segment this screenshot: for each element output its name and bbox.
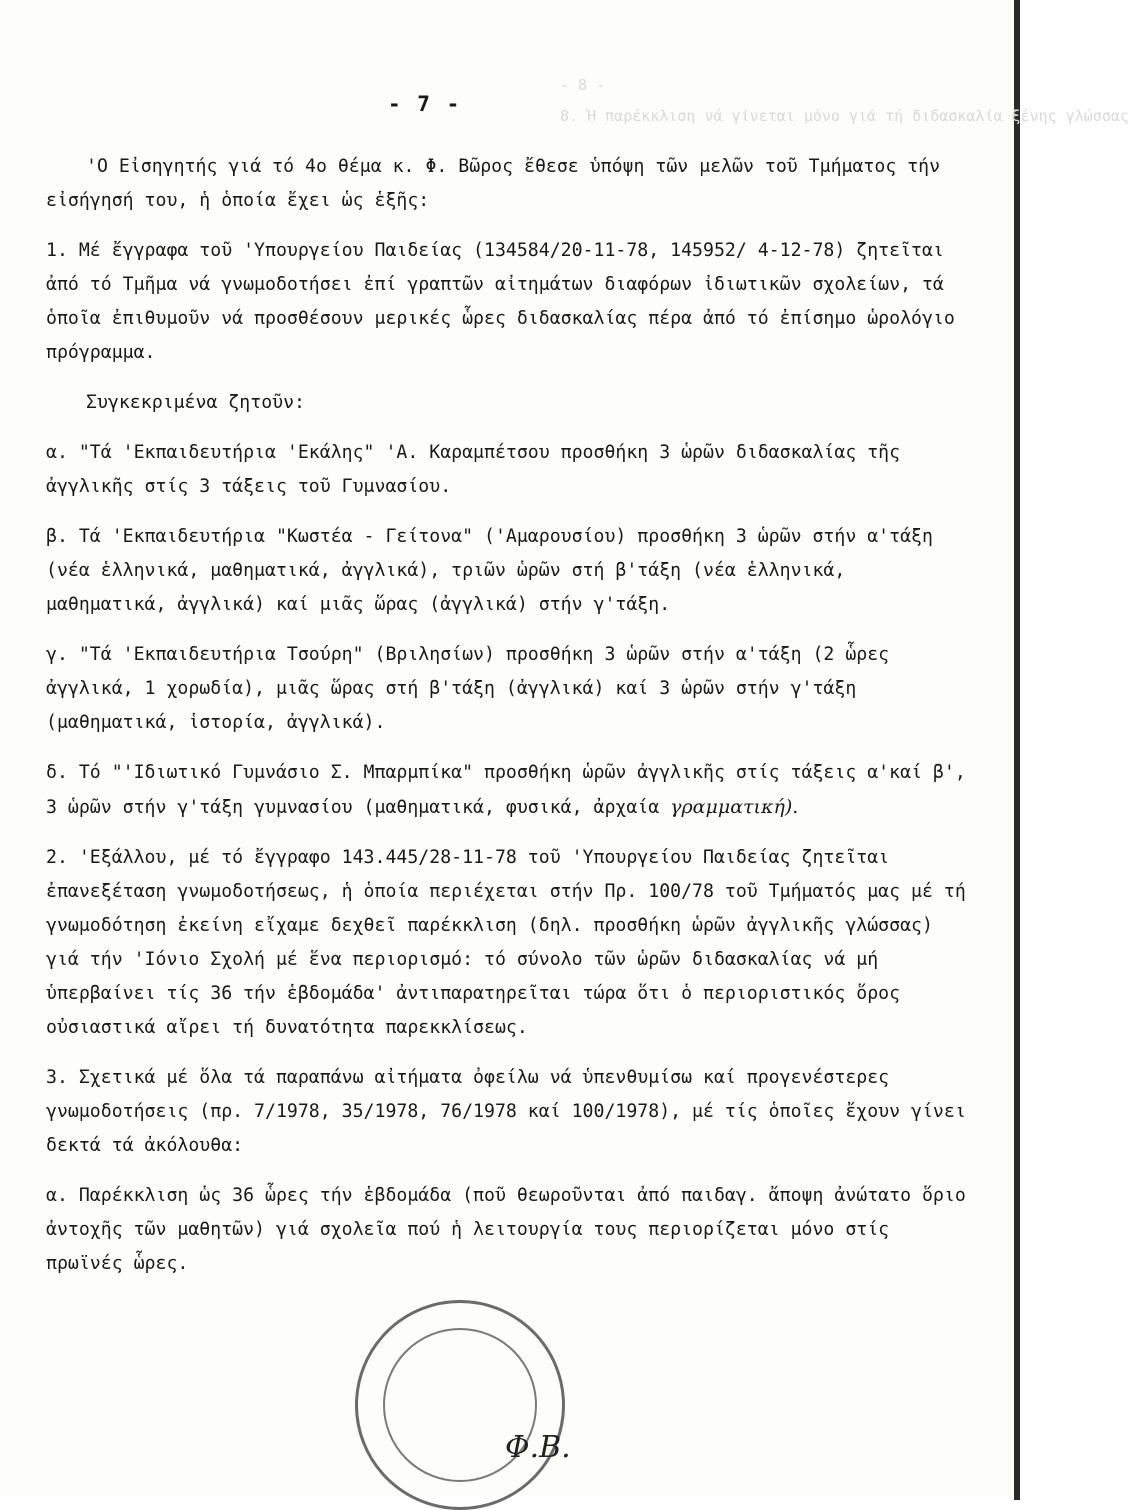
- paragraph-c: γ. "Τά 'Εκπαιδευτήρια Τσούρη" (Βριλησίων) προσθήκη 3 ὡρῶν στήν α'τάξη (2 ὧρες ἀγγλικά, 1 χορωδία), μιᾶς ὥρας στή β'τάξη (ἀγγλικά) καί 3 ὡρῶν στήν γ'τάξη (μαθηματικά, ἱστορία, ἀγγλικά).: [46, 644, 890, 733]
- paragraph-3: 3. Σχετικά μέ ὅλα τά παραπάνω αἰτήματα ὀφείλω νά ὑπενθυμίσω καί προγενέστερες γνωμοδοτήσεις (πρ. 7/1978, 35/1978, 76/1978 καί 100/1978), μέ τίς ὁποῖες ἔχουν γίνει δεκτά τά ἀκόλουθα:: [46, 1067, 966, 1156]
- paragraph-2: 2. 'Εξάλλου, μέ τό ἔγγραφο 143.445/28-11-78 τοῦ 'Υπουργείου Παιδείας ζητεῖται ἐπανεξέταση γνωμοδοτήσεως, ἡ ὁποία περιέχεται στήν Πρ. 100/78 τοῦ Τμήματός μας μέ τή γνωμοδότηση ἐκείνη εἴχαμε δεχθεῖ παρέκκλιση (δηλ. προσθήκη ὡρῶν ἀγγλικῆς γλώσσας) γιά τήν 'Ιόνιο Σχολή μέ ἕνα περιορισμό: τό σύνολο τῶν ὡρῶν διδασκαλίας νά μή ὑπερβαίνει τίς 36 τήν ἑβδομάδα' ἀντιπαρατηρεῖται τώρα ὅτι ὁ περιοριστικός ὅρος οὐσιαστικά αἴρει τή δυνατότητα παρεκκλίσεως.: [46, 847, 966, 1038]
- page-number: - 7 -: [388, 92, 462, 116]
- paragraph-b: β. Τά 'Εκπαιδευτήρια "Κωστέα - Γείτονα" ('Αμαρουσίου) προσθήκη 3 ὡρῶν στήν α'τάξη (νέα ἑλληνικά, μαθηματικά, ἀγγλικά), τριῶν ὡρῶν στή β'τάξη (νέα ἑλληνικά, μαθηματικά, ἀγγλικά) καί μιᾶς ὥρας (ἀγγλικά) στήν γ'τάξη.: [46, 526, 933, 615]
- paragraph-d: [46, 756, 966, 825]
- bleed-through-text: [560, 70, 1129, 132]
- official-stamp: [355, 1300, 565, 1510]
- handwritten-insert: γραμματική).: [670, 796, 799, 818]
- paragraph-requests: Συγκεκριμένα ζητοῦν:: [86, 392, 305, 413]
- ghost-line: 8. Ἡ παρέκκλιση νά γίνεται μόνο γιά τή διδασκαλία ξένης γλώσσας: [560, 107, 1129, 125]
- signature: Φ.Β.: [505, 1430, 571, 1465]
- ghost-line: - 8 -: [560, 76, 606, 94]
- paragraph-1: 1. Μέ ἔγγραφα τοῦ 'Υπουργείου Παιδείας (134584/20-11-78, 145952/ 4-12-78) ζητεῖται ἀπό τό Τμῆμα νά γνωμοδοτήσει ἐπί γραπτῶν αἰτημάτων διαφόρων ἰδιωτικῶν σχολείων, τά ὁποῖα ἐπιθυμοῦν νά προσθέσουν μερικές ὧρες διδασκαλίας πέρα ἀπό τό ἐπίσημο ὡρολόγιο πρόγραμμα.: [46, 240, 955, 363]
- document-body: [46, 150, 966, 1297]
- paragraph-3a: α. Παρέκκλιση ὡς 36 ὧρες τήν ἑβδομάδα (ποῦ θεωροῦνται ἀπό παιδαγ. ἄποψη ἀνώτατο ὅριο ἀντοχῆς τῶν μαθητῶν) γιά σχολεῖα πού ἡ λειτουργία τους περιορίζεται μόνο στίς πρωϊνές ὧρες.: [46, 1185, 966, 1274]
- paragraph-intro: 'Ο Εἰσηγητής γιά τό 4ο θέμα κ. Φ. Βῶρος ἔθεσε ὑπόψη τῶν μελῶν τοῦ Τμήματος τήν εἰσήγησή του, ἡ ὁποία ἔχει ὡς ἑξῆς:: [46, 156, 941, 211]
- paragraph-a: α. "Τά 'Εκπαιδευτήρια 'Εκάλης" 'Α. Καραμπέτσου προσθήκη 3 ὡρῶν διδασκαλίας τῆς ἀγγλικῆς στίς 3 τάξεις τοῦ Γυμνασίου.: [46, 442, 901, 497]
- paragraph-d-text: δ. Τό "'Ιδιωτικό Γυμνάσιο Σ. Μπαρμπίκα" προσθήκη ὡρῶν ἀγγλικῆς στίς τάξεις α'καί β', 3 ὡρῶν στήν γ'τάξη γυμνασίου (μαθηματικά, φυσικά, ἀρχαία: [46, 762, 966, 818]
